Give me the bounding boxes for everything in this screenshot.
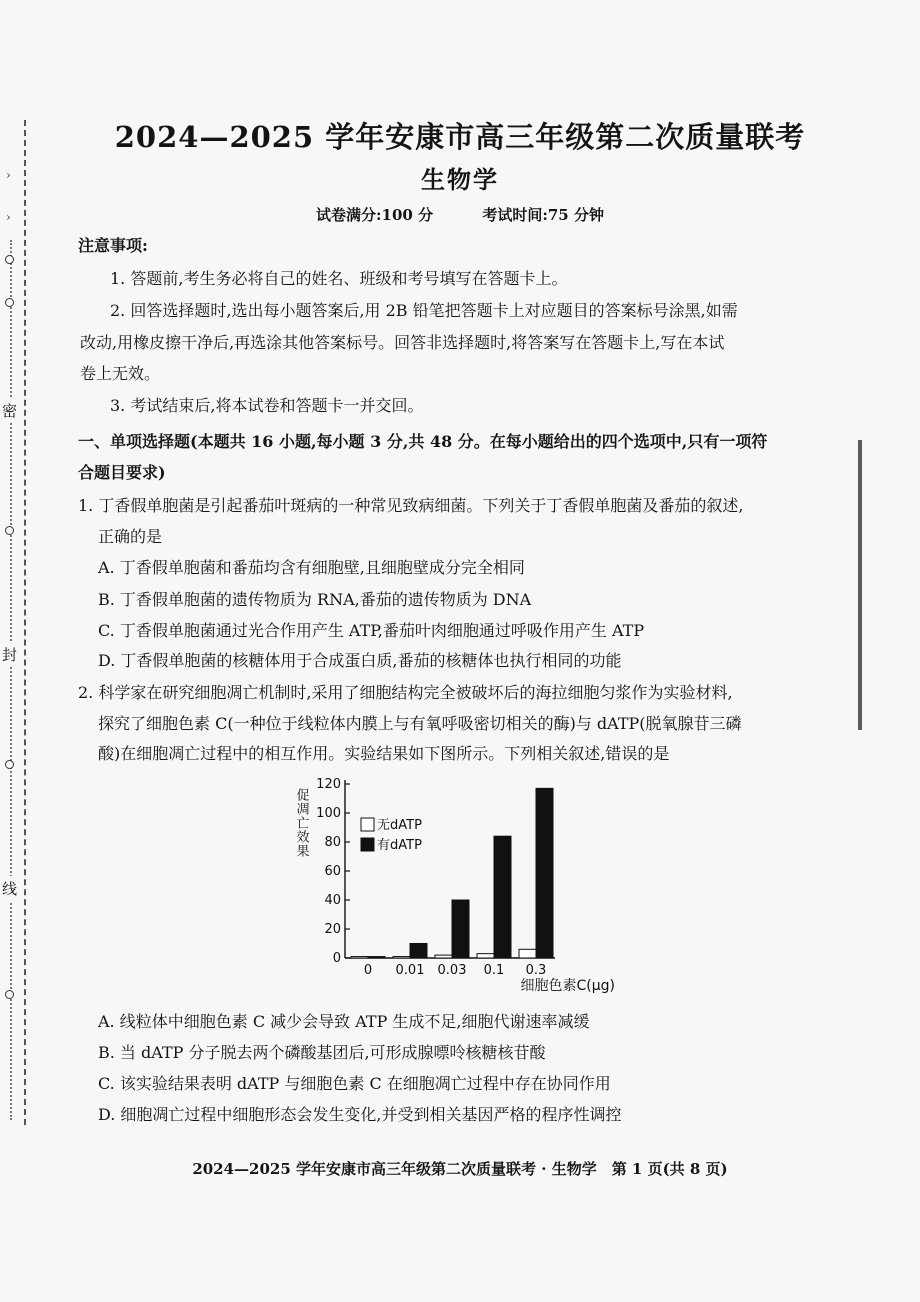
exam-title: 2024—2025 学年安康市高三年级第二次质量联考 xyxy=(114,120,806,154)
q2-stem-line-1: 2. 科学家在研究细胞凋亡机制时,采用了细胞结构完全被破坏后的海拉细胞匀浆作为实验材料, xyxy=(78,683,733,702)
legend-label: 无dATP xyxy=(377,818,422,833)
binding-dashed-line xyxy=(24,120,26,1125)
q1-stem-line-2: 正确的是 xyxy=(98,527,163,546)
full-score: 试卷满分:100 分 xyxy=(316,206,434,224)
binding-hole-icon xyxy=(5,760,14,769)
bar-with-datp-0.3 xyxy=(536,788,553,958)
bar-no-datp-0.1 xyxy=(477,954,494,958)
bar-no-datp-0.3 xyxy=(519,949,536,958)
page-footer: 2024—2025 学年安康市高三年级第二次质量联考 · 生物学 第 1 页(共 8 页) xyxy=(192,1160,728,1178)
x-tick-label: 0.1 xyxy=(483,963,505,978)
y-tick-label: 60 xyxy=(324,864,341,879)
note-item-1: 1. 答题前,考生务必将自己的姓名、班级和考号填写在答题卡上。 xyxy=(110,269,568,288)
q2-stem-line-2: 探究了细胞色素 C(一种位于线粒体内膜上与有氧呼吸密切相关的酶)与 dATP(脱氧腺苷三磷 xyxy=(98,714,742,733)
q2-option-c: C. 该实验结果表明 dATP 与细胞色素 C 在细胞凋亡过程中存在协同作用 xyxy=(98,1074,611,1093)
margin-tick-mark: › xyxy=(6,210,11,224)
q1-option-c: C. 丁香假单胞菌通过光合作用产生 ATP,番茄叶肉细胞通过呼吸作用产生 ATP xyxy=(98,621,645,640)
legend-label: 有dATP xyxy=(377,838,422,853)
binding-hole-icon xyxy=(5,255,14,264)
subject-title: 生物学 xyxy=(421,165,499,194)
bar-with-datp-0.03 xyxy=(452,900,469,958)
q2-option-a: A. 线粒体中细胞色素 C 减少会导致 ATP 生成不足,细胞代谢速率减缓 xyxy=(98,1012,590,1031)
bar-with-datp-0.1 xyxy=(494,836,511,958)
x-tick-label: 0.01 xyxy=(395,963,425,978)
seal-label-feng: 封 xyxy=(2,642,17,667)
legend-swatch-with-datp xyxy=(361,838,374,851)
apoptosis-bar-chart xyxy=(285,768,665,1000)
y-axis-title: 促凋亡效果 xyxy=(293,788,309,858)
note-item-2-line-2: 改动,用橡皮擦干净后,再选涂其他答案标号。回答非选择题时,将答案写在答题卡上,写在本试 xyxy=(80,333,725,352)
y-tick-label: 40 xyxy=(324,893,341,908)
y-tick-label: 100 xyxy=(316,806,341,821)
note-item-2-line-1: 2. 回答选择题时,选出每小题答案后,用 2B 铅笔把答题卡上对应题目的答案标号涂黑,如需 xyxy=(110,301,738,320)
margin-tick-mark: › xyxy=(6,168,11,182)
note-item-2-line-3: 卷上无效。 xyxy=(80,364,161,383)
q1-option-d: D. 丁香假单胞菌的核糖体用于合成蛋白质,番茄的核糖体也执行相同的功能 xyxy=(98,651,622,670)
q1-option-a: A. 丁香假单胞菌和番茄均含有细胞壁,且细胞壁成分完全相同 xyxy=(98,558,525,577)
q2-option-b: B. 当 dATP 分子脱去两个磷酸基团后,可形成腺嘌呤核糖核苷酸 xyxy=(98,1043,546,1062)
section1-heading-line-1: 一、单项选择题(本题共 16 小题,每小题 3 分,共 48 分。在每小题给出的四个选项中,只有一项符 xyxy=(78,432,768,451)
x-tick-label: 0.03 xyxy=(437,963,467,978)
q1-stem-line-1: 1. 丁香假单胞菌是引起番茄叶斑病的一种常见致病细菌。下列关于丁香假单胞菌及番茄的叙述, xyxy=(78,496,744,515)
exam-time: 考试时间:75 分钟 xyxy=(482,206,604,224)
bar-with-datp-0.01 xyxy=(410,944,427,959)
seal-label-mi: 密 xyxy=(2,398,17,423)
x-tick-label: 0.3 xyxy=(525,963,547,978)
scan-edge-shadow xyxy=(858,440,862,730)
exam-meta xyxy=(0,204,920,225)
bar-with-datp-0 xyxy=(368,957,385,958)
y-tick-label: 0 xyxy=(332,951,341,966)
binding-hole-icon xyxy=(5,526,14,535)
y-tick-label: 20 xyxy=(324,922,341,937)
bar-no-datp-0 xyxy=(351,957,368,958)
notes-heading: 注意事项: xyxy=(78,236,148,255)
binding-dotted-line xyxy=(10,240,12,1120)
y-tick-label: 80 xyxy=(324,835,341,850)
x-tick-label: 0 xyxy=(363,963,373,978)
binding-hole-icon xyxy=(5,298,14,307)
bar-no-datp-0.01 xyxy=(393,957,410,958)
q2-option-d: D. 细胞凋亡过程中细胞形态会发生变化,并受到相关基因严格的程序性调控 xyxy=(98,1105,622,1124)
binding-margin xyxy=(0,0,60,1302)
x-axis-title: 细胞色素C(μg) xyxy=(520,978,615,994)
y-tick-label: 120 xyxy=(316,777,341,792)
q2-stem-line-3: 酸)在细胞凋亡过程中的相互作用。实验结果如下图所示。下列相关叙述,错误的是 xyxy=(98,744,670,763)
seal-label-xian: 线 xyxy=(2,876,17,901)
q1-option-b: B. 丁香假单胞菌的遗传物质为 RNA,番茄的遗传物质为 DNA xyxy=(98,590,532,609)
bar-no-datp-0.03 xyxy=(435,955,452,958)
section1-heading-line-2: 合题目要求) xyxy=(78,463,166,482)
note-item-3: 3. 考试结束后,将本试卷和答题卡一并交回。 xyxy=(110,396,424,415)
legend-swatch-no-datp xyxy=(361,818,374,831)
binding-hole-icon xyxy=(5,990,14,999)
